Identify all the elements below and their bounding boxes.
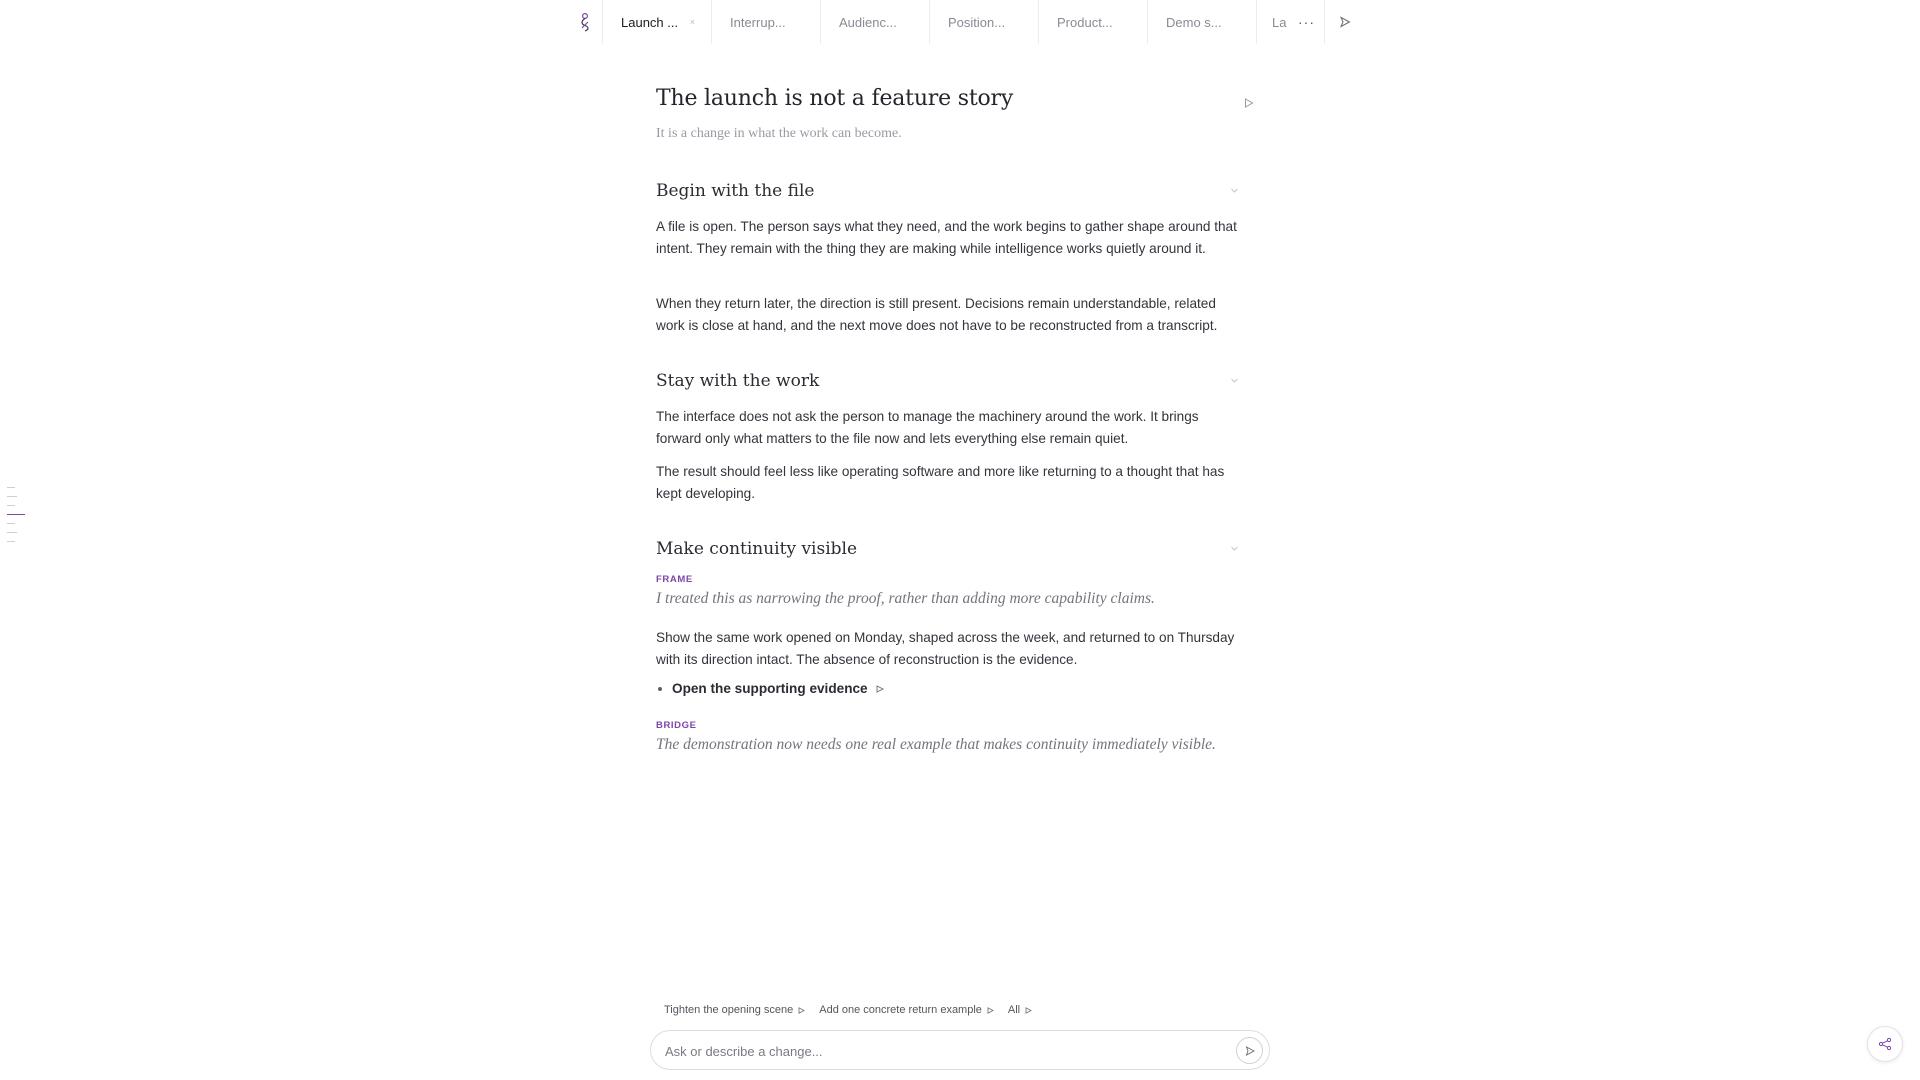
- suggestion-label: Add one concrete return example: [819, 1004, 982, 1016]
- section-heading: Make continuity visible: [656, 539, 858, 559]
- page-title: The launch is not a feature story: [656, 86, 1014, 111]
- tab-label: Interrup...: [730, 14, 786, 30]
- bridge-note: The demonstration now needs one real example that makes continuity immediately visible.: [656, 736, 1216, 753]
- share-button[interactable]: [1867, 1026, 1903, 1062]
- tab-label: Audienc...: [839, 14, 897, 30]
- tab-product[interactable]: [1039, 0, 1148, 44]
- outline-mark[interactable]: [7, 523, 15, 524]
- outline-mark[interactable]: [7, 487, 15, 488]
- bridge-label: BRIDGE: [656, 720, 697, 731]
- play-title-button[interactable]: [1244, 95, 1254, 113]
- tab-interruption[interactable]: [712, 0, 821, 44]
- tab-label: Product...: [1057, 14, 1113, 30]
- paragraph: A file is open. The person says what they need, and the work begins to gather shape around that intent. They remain with the thing they are making while intelligence works quietly around it.: [656, 219, 1237, 256]
- more-tabs-button[interactable]: ···: [1289, 0, 1325, 44]
- suggestion-label: All: [1007, 1004, 1021, 1016]
- tab-bar: [567, 0, 1365, 44]
- frame-note: I treated this as narrowing the proof, rather than adding more capability claims.: [656, 590, 1155, 607]
- send-button[interactable]: [1236, 1037, 1263, 1064]
- bullet-icon: [658, 687, 662, 691]
- play-outline-icon: [798, 1007, 805, 1014]
- tab-audience[interactable]: [821, 0, 930, 44]
- bell-knot-icon: [579, 12, 591, 32]
- tab-label: Demo s...: [1166, 14, 1222, 30]
- play-outline-icon: [876, 685, 884, 693]
- evidence-link-label: Open the supporting evidence: [672, 681, 868, 696]
- chevron-down-icon[interactable]: [1230, 186, 1239, 195]
- play-outline-icon: [1244, 98, 1254, 108]
- paragraph: The interface does not ask the person to manage the machinery around the work. It brings forward only what matters to the file now and lets everything else remain quiet.: [656, 409, 1199, 446]
- present-button[interactable]: [1325, 0, 1365, 44]
- outline-mark[interactable]: [7, 532, 17, 533]
- outline-navigator[interactable]: [7, 487, 27, 550]
- tab-positioning[interactable]: [930, 0, 1039, 44]
- play-outline-icon: [1025, 1007, 1032, 1014]
- tab-label: Launch ...: [621, 14, 679, 30]
- paragraph: When they return later, the direction is still present. Decisions remain understandable, related work is close at hand, and the next move does not have to be reconstructed from a transcript.: [656, 296, 1218, 333]
- share-network-icon: [1878, 1037, 1892, 1051]
- tab-label: La: [1272, 14, 1287, 30]
- evidence-link[interactable]: [656, 681, 884, 696]
- frame-label: FRAME: [656, 574, 693, 585]
- tab-demo[interactable]: [1148, 0, 1257, 44]
- tab-overflow[interactable]: [1257, 0, 1289, 44]
- outline-mark-active[interactable]: [7, 514, 25, 515]
- tab-label: Position...: [948, 14, 1006, 30]
- chevron-down-icon[interactable]: [1230, 544, 1239, 553]
- page-subtitle: It is a change in what the work can become.: [656, 126, 902, 141]
- section-heading: Begin with the file: [656, 181, 815, 201]
- section-heading: Stay with the work: [656, 371, 820, 391]
- composer-input[interactable]: [665, 1041, 1205, 1061]
- paragraph: Show the same work opened on Monday, shaped across the week, and returned to on Thursday with its direction intact. The absence of reconstruction is the evidence.: [656, 630, 1235, 667]
- chevron-down-icon[interactable]: [1230, 376, 1239, 385]
- tab-launch[interactable]: [603, 0, 712, 44]
- paragraph: The result should feel less like operating software and more like returning to a thought that has kept developing.: [656, 464, 1225, 501]
- outline-mark[interactable]: [7, 505, 15, 506]
- play-outline-icon: [987, 1007, 994, 1014]
- suggestion-add-example[interactable]: [819, 1004, 994, 1016]
- app-logo[interactable]: [567, 0, 603, 44]
- tab-close-icon[interactable]: ×: [689, 17, 695, 27]
- send-icon: [1245, 1046, 1255, 1056]
- play-outline-icon: [1339, 16, 1351, 28]
- suggestion-tighten-opening[interactable]: [664, 1004, 805, 1016]
- suggestion-all[interactable]: [1008, 1004, 1032, 1016]
- composer: [650, 1030, 1270, 1070]
- suggestion-chips: [664, 1004, 1046, 1016]
- outline-mark[interactable]: [7, 496, 17, 497]
- outline-mark[interactable]: [7, 541, 15, 542]
- suggestion-label: Tighten the opening scene: [664, 1004, 794, 1016]
